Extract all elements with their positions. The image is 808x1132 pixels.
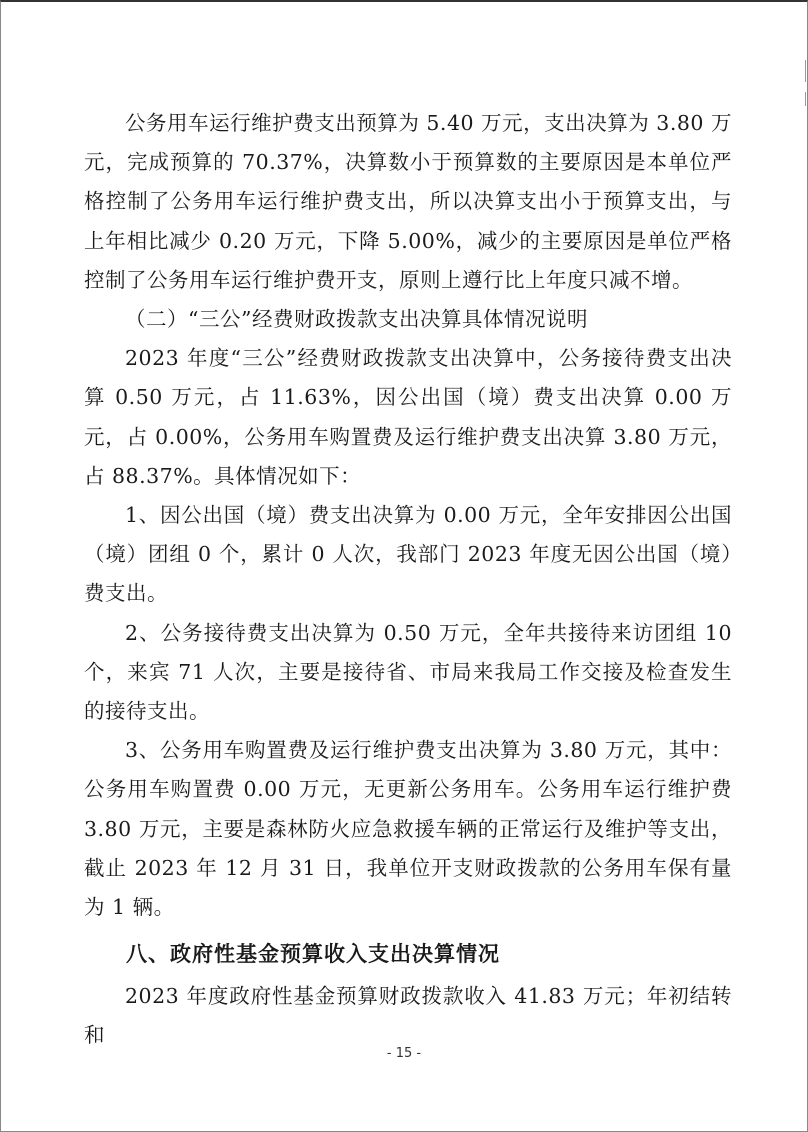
subheading-three-public-expenses: （二）“三公”经费财政拨款支出决算具体情况说明 bbox=[125, 307, 588, 332]
scan-edge-mark bbox=[805, 60, 806, 82]
paragraph-reception: 2、公务接待费支出决算为 0.50 万元，全年共接待来访团组 10 个，来宾 71 人次，主要是接待省、市局来我局工作交接及检查发生的接待支出。 bbox=[84, 620, 732, 724]
paragraph-overseas-travel: 1、因公出国（境）费支出决算为 0.00 万元，全年安排因公出国（境）团组 0 个，累计 0 人次，我部门 2023 年度无因公出国（境）费支出。 bbox=[84, 503, 732, 606]
paragraph-vehicle-purchase: 3、公务用车购置费及运行维护费支出决算为 3.80 万元，其中：公务用车购置费 0.00 万元，无更新公务用车。公务用车运行维护费 3.80 万元，主要是森林防火应急救援车辆的正常运行及维护等支出，截止 2023 年 12 月 31 日，我单位开支财政拨款的公务用车保有量为 1 辆。 bbox=[84, 738, 732, 920]
paragraph-government-fund: 2023 年度政府性基金预算财政拨款收入 41.83 万元；年初结转和 bbox=[84, 984, 732, 1048]
section-heading-government-fund: 八、政府性基金预算收入支出决算情况 bbox=[126, 942, 500, 967]
page-number: - 15 - bbox=[386, 1046, 422, 1061]
document-body bbox=[84, 104, 732, 1056]
paragraph-vehicle-maintenance: 公务用车运行维护费支出预算为 5.40 万元，支出决算为 3.80 万元，完成预算的 70.37%，决算数小于预算数的主要原因是本单位严格控制了公务用车运行维护费支出，所以决算支出小于预算支出，与上年相比减少 0.20 万元，下降 5.00%，减少的主要原因是单位严格控制了公务用车运行维护费开支，原则上遵行比上年度只减不增。 bbox=[84, 111, 732, 292]
scan-edge-mark bbox=[805, 92, 806, 106]
paragraph-three-public-summary: 2023 年度“三公”经费财政拨款支出决算中，公务接待费支出决算 0.50 万元，占 11.63%，因公出国（境）费支出决算 0.00 万元，占 0.00%，公务用车购置费及运行维护费支出决算 3.80 万元，占 88.37%。具体情况如下： bbox=[84, 346, 732, 488]
